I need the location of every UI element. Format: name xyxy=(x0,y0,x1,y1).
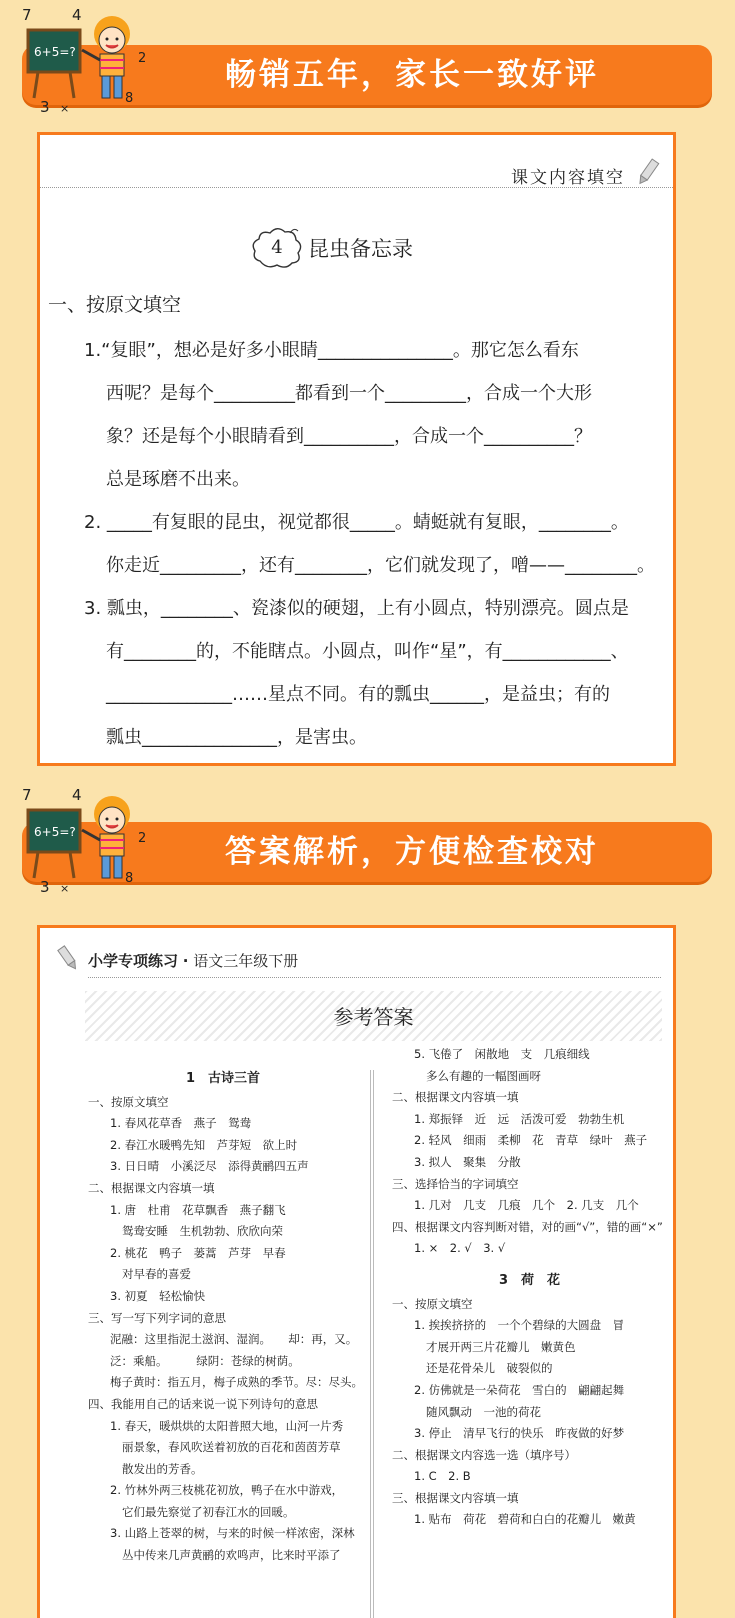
exercise-line: 1.“复眼”，想必是好多小眼睛_______________。那它怎么看东 xyxy=(84,340,579,361)
mascot-illustration xyxy=(20,2,145,122)
answer-line: 三、根据课文内容填一填 xyxy=(392,1490,519,1505)
chalkboard-text: 6+5=? xyxy=(34,825,76,839)
section-heading: 一、按原文填空 xyxy=(48,294,182,316)
answer-line: 它们最先察觉了初春江水的回暖。 xyxy=(122,1504,295,1519)
answer-line: 才展开两三片花瓣儿 嫩黄色 xyxy=(426,1339,576,1354)
mascot-times: × xyxy=(60,102,70,115)
column-divider xyxy=(373,1070,374,1618)
book-series: 小学专项练习 xyxy=(88,952,179,970)
answer-line: 1. 挨挨挤挤的 一个个碧绿的大圆盘 冒 xyxy=(414,1318,625,1333)
answer-line: 3. 停止 清早飞行的快乐 昨夜做的好梦 xyxy=(414,1426,625,1441)
answer-panel xyxy=(37,925,676,1618)
answer-line: 泥融：这里指泥土滋润、湿润。 却：再，又。 xyxy=(110,1332,358,1347)
answer-line: 3. 山路上苍翠的树，与来的时候一样浓密，深林 xyxy=(110,1526,355,1541)
worksheet-tag: 课文内容填空 xyxy=(511,168,625,188)
answer-line: 1. 春天，暖烘烘的太阳普照大地，山河一片秀 xyxy=(110,1418,344,1433)
answer-line: 一、按原文填空 xyxy=(392,1296,473,1311)
answers-left-column xyxy=(88,1068,363,1567)
answer-line: 二、根据课文内容填一填 xyxy=(392,1090,519,1105)
mascot-num-4: 4 xyxy=(72,6,82,24)
mascot-num-2: 2 xyxy=(138,51,147,66)
mascot-num-7: 7 xyxy=(22,786,32,804)
answer-line: 1. 贴布 荷花 碧荷和白白的花瓣儿 嫩黄 xyxy=(414,1512,636,1527)
answer-line: 1. C 2. B xyxy=(414,1469,471,1484)
exercise-block xyxy=(84,329,655,759)
chalkboard-text: 6+5=? xyxy=(34,45,76,59)
mascot-num-8: 8 xyxy=(125,871,134,886)
answer-line: 3. 拟人 聚集 分散 xyxy=(414,1154,521,1169)
answer-line: 一、按原文填空 xyxy=(88,1094,169,1109)
exercise-line: 瓢虫_______________，是害虫。 xyxy=(106,727,367,748)
exercise-line: 你走近_________，还有________，它们就发现了，噌——________。 xyxy=(106,555,655,576)
mascot-num-3: 3 xyxy=(40,98,50,116)
answer-line: 二、根据课文内容填一填 xyxy=(88,1180,215,1195)
mascot-num-2: 2 xyxy=(138,831,147,846)
answer-line: 四、我能用自己的话来说一说下列诗句的意思 xyxy=(88,1396,318,1411)
book-subject: 语文三年级下册 xyxy=(193,952,299,970)
answer-line: 2. 竹林外两三枝桃花初放，鸭子在水中游戏， xyxy=(110,1483,344,1498)
answer-line: 还是花骨朵儿 破裂似的 xyxy=(426,1361,553,1376)
tag-divider xyxy=(40,187,673,188)
answer-line: 四、根据课文内容判断对错，对的画“√”，错的画“×” xyxy=(392,1219,663,1234)
worksheet-panel xyxy=(37,132,676,766)
exercise-line: 有________的，不能瞎点。小圆点，叫作“星”，有____________、 xyxy=(106,641,629,662)
book-header xyxy=(88,950,298,971)
answer-line: 5. 飞倦了 闲散地 支 几痕细线 xyxy=(414,1047,590,1061)
answer-line: 2. 仿佛就是一朵荷花 雪白的 翩翩起舞 xyxy=(414,1382,625,1397)
header-divider xyxy=(88,977,661,978)
exercise-line: 总是琢磨不出来。 xyxy=(106,469,250,490)
exercise-line: ______________……星点不同。有的瓢虫______，是益虫；有的 xyxy=(106,684,610,705)
lesson-heading: 3 荷 花 xyxy=(498,1272,561,1288)
answer-line: 1. 春风花草香 燕子 鸳鸯 xyxy=(110,1116,252,1131)
answer-line: 2. 桃花 鸭子 蒌蒿 芦芽 早春 xyxy=(110,1245,286,1260)
mascot-num-3: 3 xyxy=(40,878,50,896)
exercise-line: 3. 瓢虫，________、瓷漆似的硬翅，上有小圆点，特别漂亮。圆点是 xyxy=(84,598,629,619)
pencil-icon xyxy=(56,944,80,972)
mascot-num-8: 8 xyxy=(125,91,134,106)
answer-line: 1. × 2. √ 3. √ xyxy=(414,1241,506,1256)
answer-line: 1. 郑振铎 近 远 活泼可爱 勃勃生机 xyxy=(414,1111,625,1126)
answer-line: 3. 日日晴 小溪泛尽 添得黄鹂四五声 xyxy=(110,1159,309,1174)
answer-line: 三、写一写下列字词的意思 xyxy=(88,1310,226,1325)
banner-2-title: 答案解析，方便检查校对 xyxy=(225,834,599,870)
answer-line: 3. 初夏 轻松愉快 xyxy=(110,1288,206,1303)
answer-line: 对早春的喜爱 xyxy=(122,1267,191,1282)
lesson-number: 4 xyxy=(271,237,283,258)
spacer xyxy=(392,1260,667,1270)
mascot-num-4: 4 xyxy=(72,786,82,804)
answers-title: 参考答案 xyxy=(333,1005,414,1029)
header-separator: · xyxy=(182,952,189,970)
answer-line: 随风飘动 一池的荷花 xyxy=(426,1404,541,1419)
mascot-illustration xyxy=(20,782,145,902)
lesson-name: 昆虫备忘录 xyxy=(308,237,413,261)
mascot-num-7: 7 xyxy=(22,6,32,24)
pencil-icon xyxy=(635,157,661,187)
answer-line: 梅子黄时：指五月，梅子成熟的季节。尽：尽头。 xyxy=(110,1375,363,1390)
column-divider xyxy=(370,1070,371,1618)
answer-line: 散发出的芳香。 xyxy=(122,1461,203,1476)
exercise-line: 西呢？是每个_________都看到一个_________，合成一个大形 xyxy=(106,383,592,404)
answers-right-column xyxy=(392,1044,667,1531)
answer-line: 丛中传来几声黄鹂的欢鸣声，比来时平添了 xyxy=(122,1548,341,1563)
banner-1-title: 畅销五年，家长一致好评 xyxy=(225,57,599,93)
lesson-heading: 1 古诗三首 xyxy=(185,1071,261,1086)
answer-line: 1. 几对 几支 几痕 几个 2. 几支 几个 xyxy=(414,1198,639,1213)
lesson-title xyxy=(250,225,413,271)
answer-line: 多么有趣的一幅图画呀 xyxy=(426,1068,541,1083)
lesson-number-badge xyxy=(250,225,304,271)
answer-line: 2. 春江水暖鸭先知 芦芽短 欲上时 xyxy=(110,1137,298,1152)
answer-line: 丽景象，春风吹送着初放的百花和茵茵芳草 xyxy=(122,1440,341,1455)
mascot-times: × xyxy=(60,882,70,895)
answer-line: 2. 轻风 细雨 柔柳 花 青草 绿叶 燕子 xyxy=(414,1133,648,1148)
answer-line: 二、根据课文内容选一选（填序号） xyxy=(392,1447,576,1462)
answer-line: 三、选择恰当的字词填空 xyxy=(392,1176,519,1191)
exercise-line: 象？还是每个小眼睛看到__________，合成一个__________？ xyxy=(106,426,592,447)
answer-line: 泛：乘船。 绿阴：苍绿的树荫。 xyxy=(110,1353,300,1368)
answer-line: 鸳鸯安睡 生机勃勃、欣欣向荣 xyxy=(122,1224,283,1239)
answer-line: 1. 唐 杜甫 花草飘香 燕子翻飞 xyxy=(110,1202,286,1217)
answers-title-band xyxy=(85,991,662,1041)
exercise-line: 2. _____有复眼的昆虫，视觉都很_____。蜻蜓就有复眼，________。 xyxy=(84,512,629,533)
